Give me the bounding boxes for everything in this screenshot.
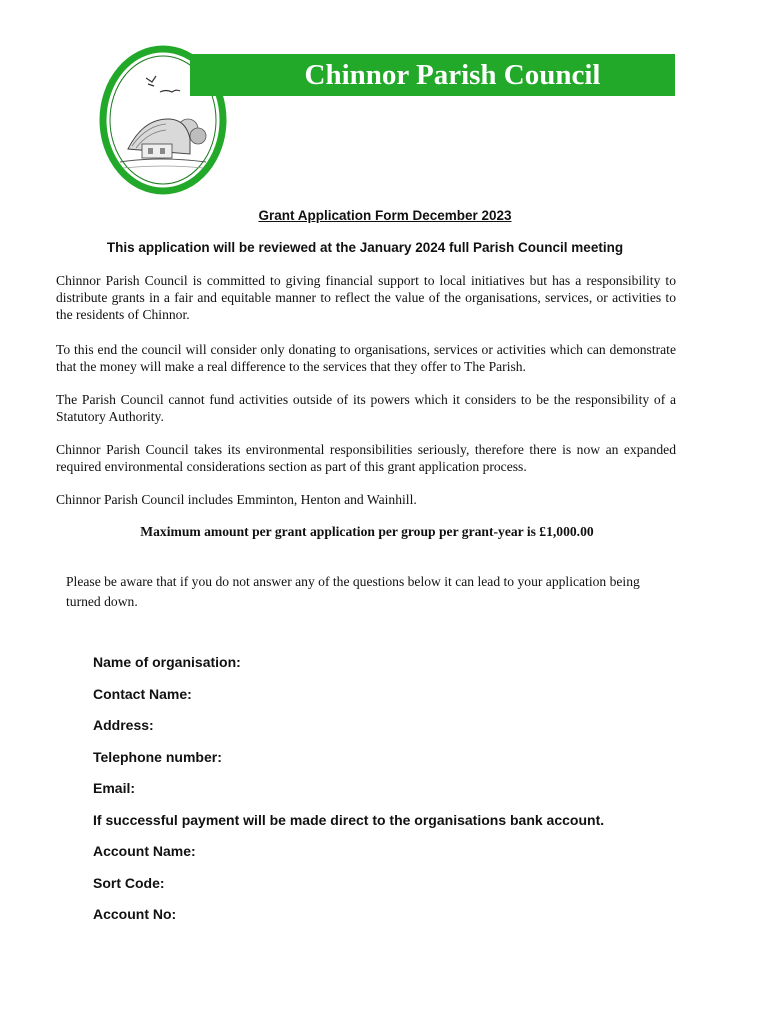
council-name-banner: Chinnor Parish Council bbox=[190, 54, 675, 96]
form-subtitle: This application will be reviewed at the January 2024 full Parish Council meeting bbox=[106, 240, 624, 255]
maximum-amount: Maximum amount per grant application per group per grant-year is £1,000.00 bbox=[140, 524, 594, 539]
field-organisation-name: Name of organisation: bbox=[93, 654, 241, 670]
paragraph-powers: The Parish Council cannot fund activities outside of its powers which it considers to be the responsibility of a Statutory Authority. bbox=[56, 392, 676, 424]
paragraph-environment: Chinnor Parish Council takes its environmental responsibilities seriously, therefore there is now an expanded required environmental considerations section as part of this grant application process. bbox=[56, 442, 676, 474]
paragraph-coverage: Chinnor Parish Council includes Emminton, Henton and Wainhill. bbox=[56, 492, 417, 507]
paragraph-commitment: Chinnor Parish Council is committed to giving financial support to local initiatives but has a responsibility to distribute grants in a fair and equitable manner to reflect the value of the organisations, services, or activities to the residents of Chinnor. bbox=[56, 273, 676, 322]
field-account-no: Account No: bbox=[93, 906, 177, 922]
field-account-name: Account Name: bbox=[93, 843, 196, 859]
payment-notice: If successful payment will be made direct to the organisations bank account. bbox=[93, 812, 605, 828]
field-telephone: Telephone number: bbox=[93, 749, 222, 765]
field-contact-name: Contact Name: bbox=[93, 686, 192, 702]
field-address: Address: bbox=[93, 717, 154, 733]
paragraph-donations: To this end the council will consider only donating to organisations, services or activities which can demonstrate that the money will make a real difference to the services that they offer to The Parish. bbox=[56, 342, 676, 374]
form-title: Grant Application Form December 2023 bbox=[258, 208, 512, 223]
field-email: Email: bbox=[93, 780, 136, 796]
notice-text: Please be aware that if you do not answer any of the questions below it can lead to your application being turned down. bbox=[66, 574, 640, 609]
field-sort-code: Sort Code: bbox=[93, 875, 165, 891]
